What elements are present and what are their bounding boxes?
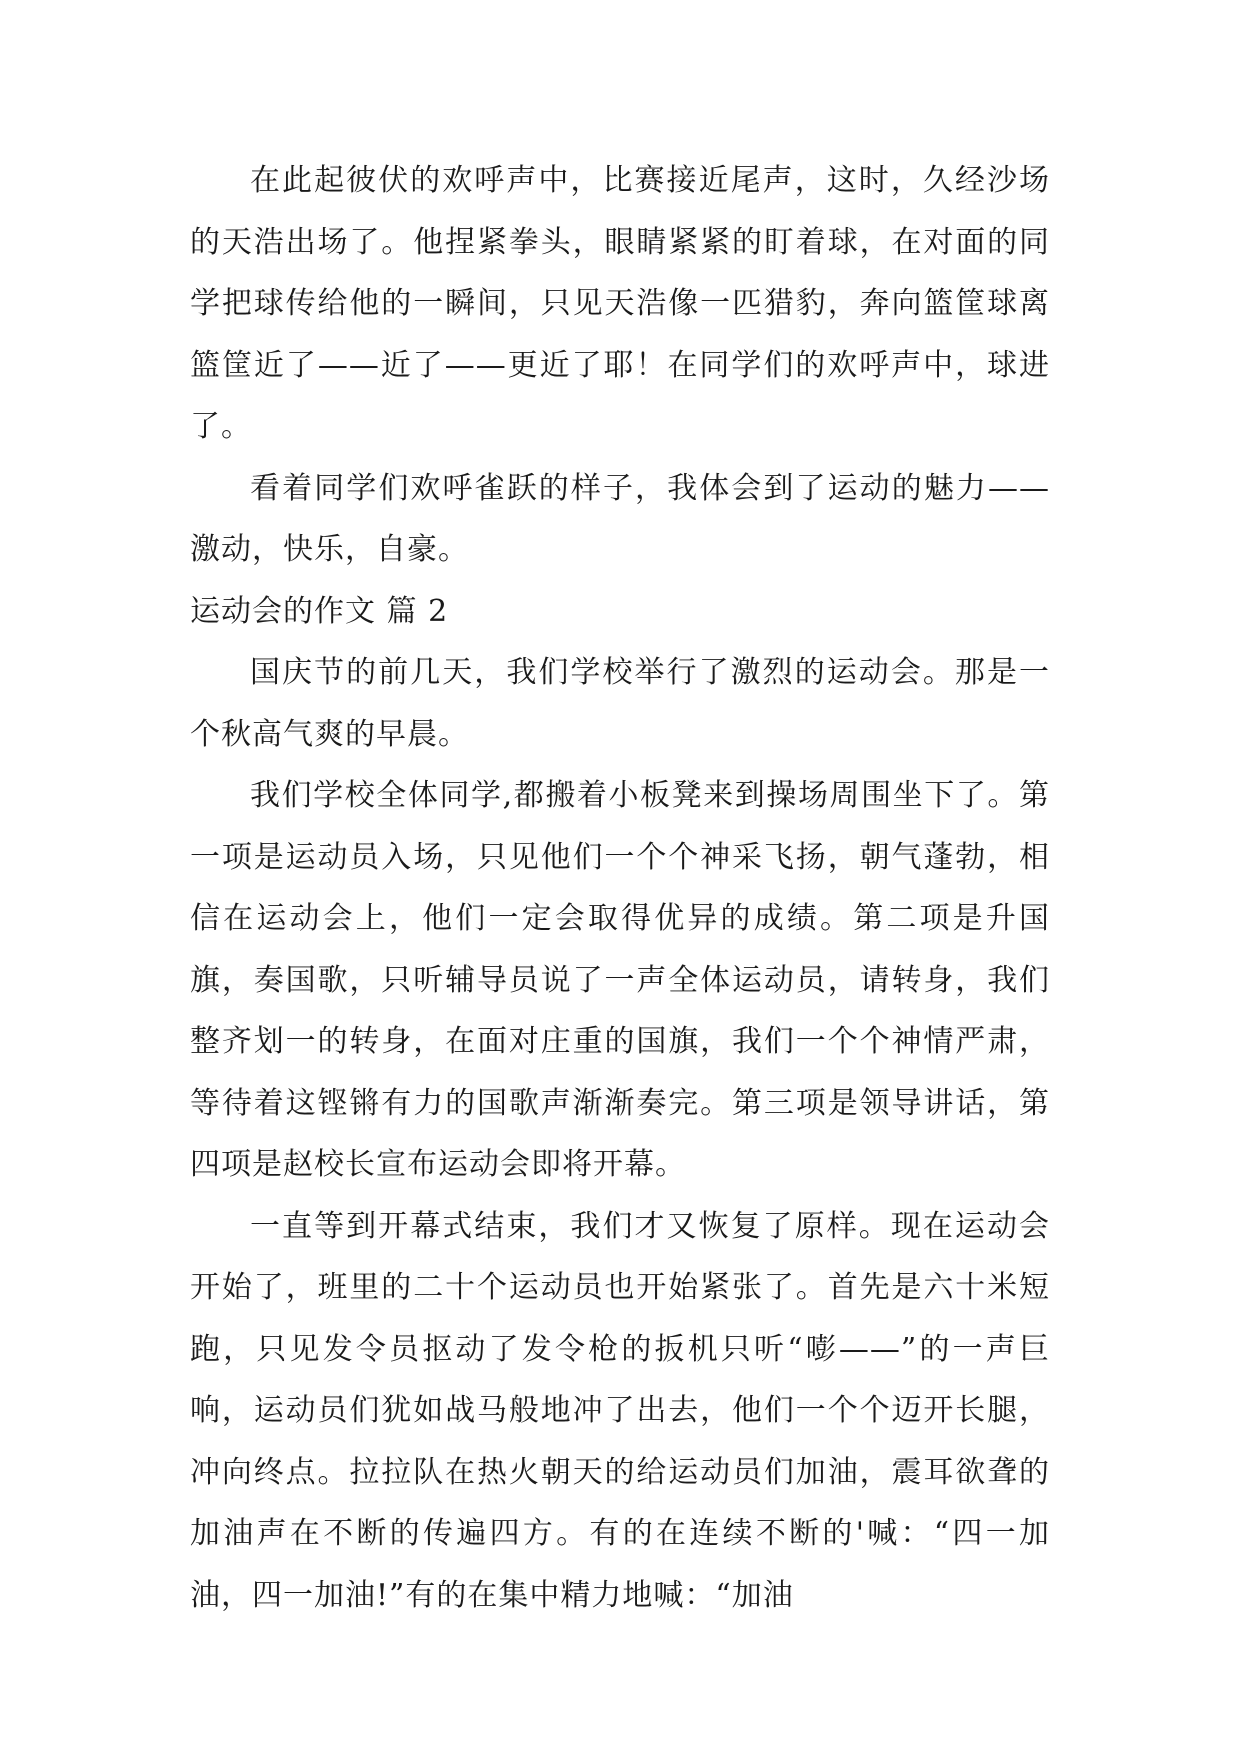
paragraph: 在此起彼伏的欢呼声中，比赛接近尾声，这时，久经沙场的天浩出场了。他捏紧拳头，眼睛紧紧的盯着球，在对面的同学把球传给他的一瞬间，只见天浩像一匹猎豹，奔向篮筐球离篮筐近了——近了——更近了耶！在同学们的欢呼声中，球进了。 [190, 163, 1050, 444]
paragraph: 国庆节的前几天，我们学校举行了激烈的运动会。那是一个秋高气爽的早晨。 [190, 655, 1050, 752]
paragraph: 看着同学们欢呼雀跃的样子，我体会到了运动的魅力——激动，快乐，自豪。 [190, 470, 1050, 567]
section-heading: 运动会的作文 篇 2 [190, 593, 449, 629]
paragraph: 一直等到开幕式结束，我们才又恢复了原样。现在运动会开始了，班里的二十个运动员也开始紧张了。首先是六十米短跑，只见发令员抠动了发令枪的扳机只听“嘭——”的一声巨响，运动员们犹如战马般地冲了出去，他们一个个迈开长腿，冲向终点。拉拉队在热火朝天的给运动员们加油，震耳欲聋的加油声在不断的传遍四方。有的在连续不断的'喊：“四一加油，四一加油!”有的在集中精力地喊：“加油 [190, 1208, 1050, 1613]
document-body [190, 150, 1050, 1626]
paragraph: 我们学校全体同学,都搬着小板凳来到操场周围坐下了。第一项是运动员入场，只见他们一个个神采飞扬，朝气蓬勃，相信在运动会上，他们一定会取得优异的成绩。第二项是升国旗，奏国歌，只听辅导员说了一声全体运动员，请转身，我们整齐划一的转身，在面对庄重的国旗，我们一个个神情严肃，等待着这铿锵有力的国歌声渐渐奏完。第三项是领导讲话，第四项是赵校长宣布运动会即将开幕。 [190, 778, 1050, 1182]
